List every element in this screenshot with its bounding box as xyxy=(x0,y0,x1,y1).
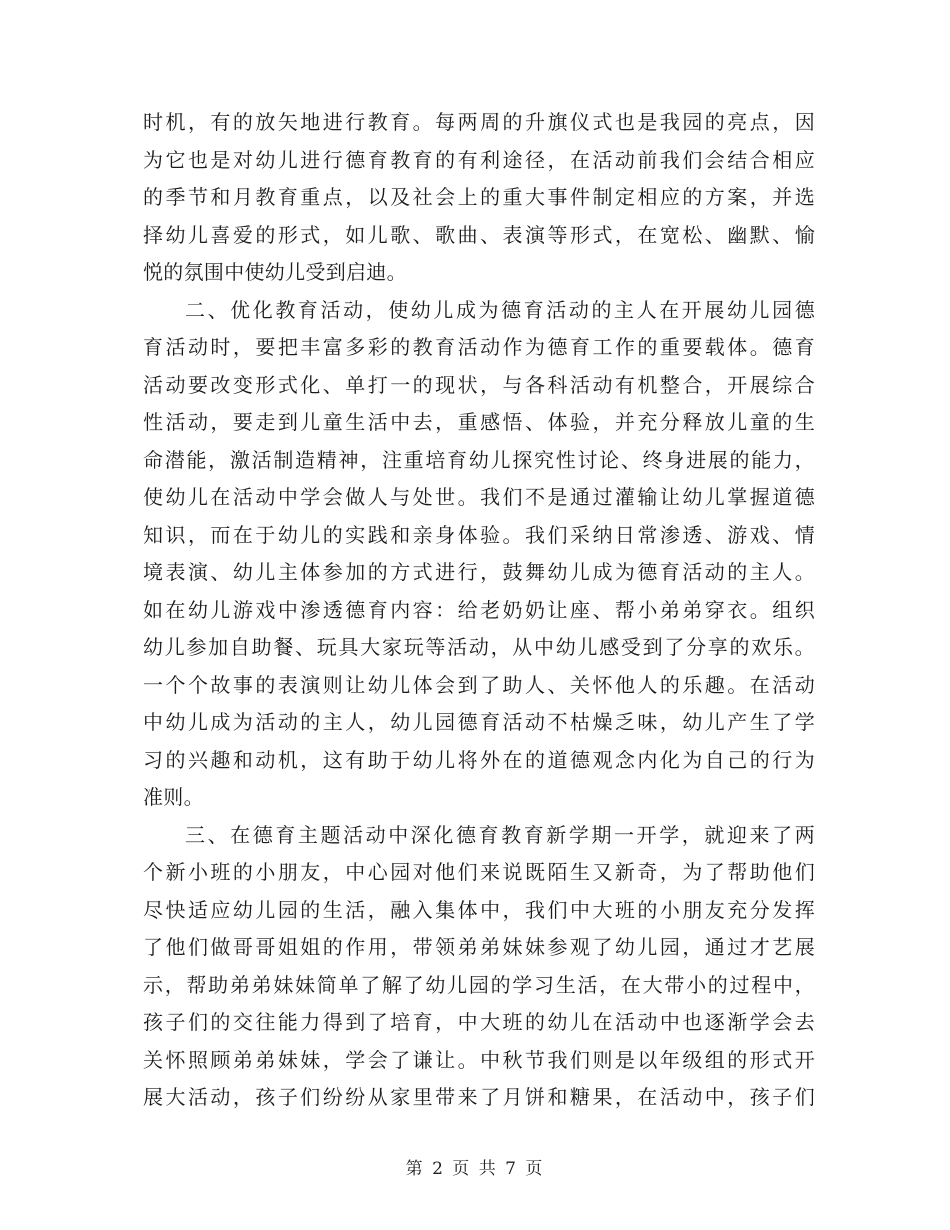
text-line: 为它也是对幼儿进行德育教育的有利途径，在活动前我们会结合相应 xyxy=(143,147,815,172)
text-line: 了他们做哥哥姐姐的作用，带领弟弟妹妹参观了幼儿园，通过才艺展 xyxy=(143,935,815,959)
text-line: 使幼儿在活动中学会做人与处世。我们不是通过灌输让幼儿掌握道德 xyxy=(143,485,815,509)
page-number-footer: 第 2 页 共 7 页 xyxy=(405,1159,545,1179)
text-line: 示，帮助弟弟妹妹简单了解了幼儿园的学习生活，在大带小的过程中， xyxy=(143,972,815,997)
text-line: 一个个故事的表演则让幼儿体会到了助人、关怀他人的乐趣。在活动 xyxy=(143,672,815,697)
text-line: 的季节和月教育重点，以及社会上的重大事件制定相应的方案，并选 xyxy=(143,185,815,209)
text-line: 幼儿参加自助餐、玩具大家玩等活动，从中幼儿感受到了分享的欢乐。 xyxy=(143,635,815,659)
text-line: 命潜能，激活制造精神，注重培育幼儿探究性讨论、终身进展的能力， xyxy=(143,447,815,472)
text-line: 个新小班的小朋友，中心园对他们来说既陌生又新奇，为了帮助他们 xyxy=(143,860,815,884)
text-line: 关怀照顾弟弟妹妹，学会了谦让。中秋节我们则是以年级组的形式开 xyxy=(143,1047,815,1072)
text-line: 习的兴趣和动机，这有助于幼儿将外在的道德观念内化为自己的行为 xyxy=(143,747,815,772)
text-line: 悦的氛围中使幼儿受到启迪。 xyxy=(143,260,407,284)
text-line: 性活动，要走到儿童生活中去，重感悟、体验，并充分释放儿童的生 xyxy=(143,410,815,434)
text-line: 时机，有的放矢地进行教育。每两周的升旗仪式也是我园的亮点，因 xyxy=(143,110,815,134)
section-heading-line: 二、优化教育活动，使幼儿成为德育活动的主人在开展幼儿园德 xyxy=(185,297,815,322)
text-line: 活动要改变形式化、单打一的现状，与各科活动有机整合，开展综合 xyxy=(143,372,815,397)
text-line: 境表演、幼儿主体参加的方式进行，鼓舞幼儿成为德育活动的主人。 xyxy=(143,560,815,584)
text-line: 准则。 xyxy=(143,785,204,809)
text-line: 展大活动，孩子们纷纷从家里带来了月饼和糖果，在活动中，孩子们 xyxy=(143,1085,815,1109)
text-line: 尽快适应幼儿园的生活，融入集体中，我们中大班的小朋友充分发挥 xyxy=(143,897,815,922)
text-line: 择幼儿喜爱的形式，如儿歌、歌曲、表演等形式，在宽松、幽默、愉 xyxy=(143,222,815,247)
text-line: 育活动时，要把丰富多彩的教育活动作为德育工作的重要载体。德育 xyxy=(143,335,815,359)
body-text xyxy=(143,104,815,1117)
text-line: 如在幼儿游戏中渗透德育内容：给老奶奶让座、帮小弟弟穿衣。组织 xyxy=(143,597,815,622)
text-line: 孩子们的交往能力得到了培育，中大班的幼儿在活动中也逐渐学会去 xyxy=(143,1010,815,1034)
section-heading-line: 三、在德育主题活动中深化德育教育新学期一开学，就迎来了两 xyxy=(185,822,815,847)
text-line: 中幼儿成为活动的主人，幼儿园德育活动不枯燥乏味，幼儿产生了学 xyxy=(143,710,815,734)
text-line: 知识，而在于幼儿的实践和亲身体验。我们采纳日常渗透、游戏、情 xyxy=(143,522,815,547)
